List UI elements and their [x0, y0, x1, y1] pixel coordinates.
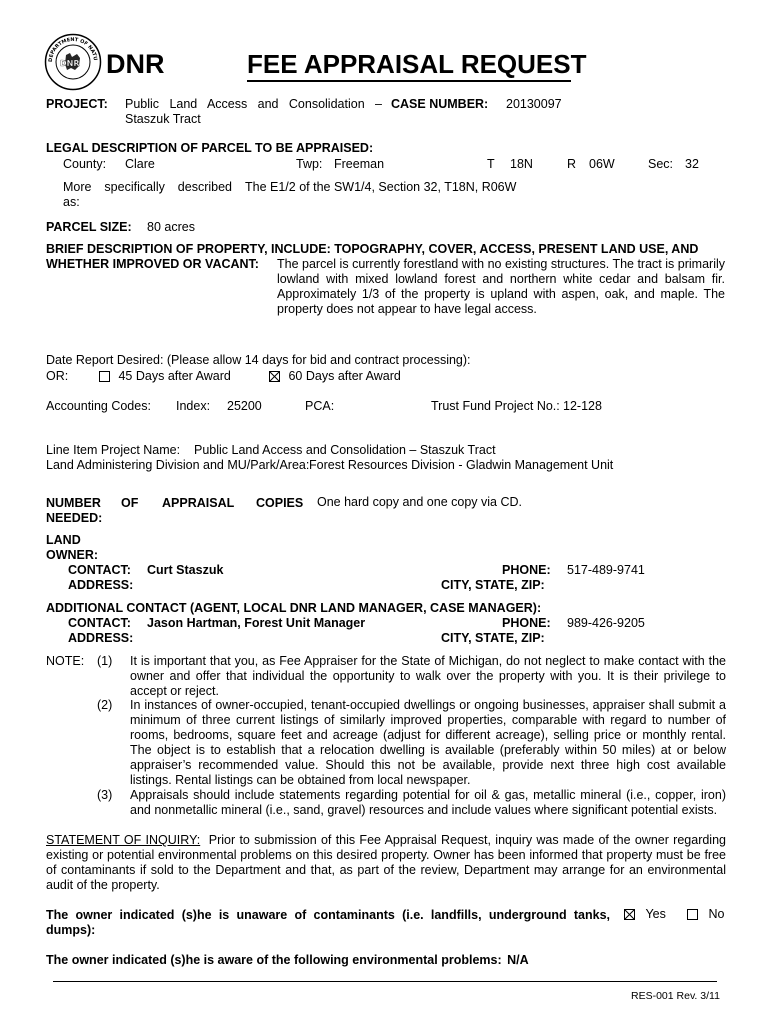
additional-phone-value: 989-426-9205: [567, 616, 645, 630]
additional-contact-heading: ADDITIONAL CONTACT (AGENT, LOCAL DNR LAND MANAGER, CASE MANAGER):: [46, 601, 542, 615]
checkbox-45-days[interactable]: [99, 371, 110, 382]
unaware-statement-2: dumps):: [46, 923, 96, 937]
inquiry-label: STATEMENT OF INQUIRY:: [46, 833, 201, 847]
twp-value: Freeman: [334, 157, 385, 171]
legal-heading: LEGAL DESCRIPTION OF PARCEL TO BE APPRAISED:: [46, 141, 374, 155]
note-number-2: (2): [97, 698, 113, 712]
owner-city-label: CITY, STATE, ZIP:: [441, 578, 545, 592]
pca-label: PCA:: [305, 399, 335, 413]
note-text-2: In instances of owner-occupied, tenant-occupied dwellings or ongoing businesses, appraiser shall submit a minimum of three current listings of similarly improved properties, comparable with regard to number of rooms, bedrooms, square feet and acreage (adjust for different acreage), selling price or monthly rental. The object is to establish that a relocation dwelling is available (preferably within 50 miles) at or below appraiser’s recommended value. Should this not be available, provide next three high cost available listings. Rental listings can be obtained from local newspaper.: [130, 698, 726, 787]
owner-contact-label: CONTACT:: [68, 563, 131, 577]
line-item-label: Line Item Project Name:: [46, 443, 181, 457]
land-owner-label-2: OWNER:: [46, 548, 99, 562]
checkbox-no[interactable]: [687, 909, 698, 920]
copies-label-number: NUMBER: [46, 496, 101, 510]
legal-description-value: The E1/2 of the SW1/4, Section 32, T18N, R06W: [245, 180, 517, 194]
option-60-days[interactable]: [269, 369, 401, 383]
parcel-size-value: 80 acres: [147, 220, 195, 234]
parcel-size-label: PARCEL SIZE:: [46, 220, 132, 234]
option-60-days-label: 60 Days after Award: [288, 369, 401, 383]
more-specifically-label: More specifically described: [63, 180, 232, 194]
more-specifically-label-2: as:: [63, 195, 80, 209]
svg-text:DEPARTMENT OF NATURAL RESOURCE: DEPARTMENT OF NATU: [47, 36, 99, 63]
accounting-codes-label: Accounting Codes:: [46, 399, 151, 413]
brief-description-heading: BRIEF DESCRIPTION OF PROPERTY, INCLUDE: TOPOGRAPHY, COVER, ACCESS, PRESENT LAND USE, AND: [46, 242, 699, 256]
range-label: R: [567, 157, 577, 171]
trust-fund-label: Trust Fund Project No.:: [431, 399, 560, 413]
aware-value: N/A: [507, 953, 529, 967]
svg-text:DNR: DNR: [60, 59, 80, 68]
case-number-label: CASE NUMBER:: [391, 97, 489, 111]
owner-phone-label: PHONE:: [502, 563, 551, 577]
copies-label-copies: COPIES: [256, 496, 304, 510]
copies-label-needed: NEEDED:: [46, 511, 103, 525]
note-number-3: (3): [97, 788, 113, 802]
owner-contact-value: Curt Staszuk: [147, 563, 224, 577]
title-underline: [247, 80, 571, 82]
note-number-1: (1): [97, 654, 113, 668]
section-value: 32: [685, 157, 699, 171]
owner-phone-value: 517-489-9741: [567, 563, 645, 577]
line-item-value: Public Land Access and Consolidation – Staszuk Tract: [194, 443, 496, 457]
yes-label: Yes: [645, 907, 666, 921]
note-text-3: Appraisals should include statements regarding potential for oil & gas, metallic mineral (i.e., copper, iron) and nonmetallic mineral (i.e., sand, gravel) resources and include values where significant potential exists.: [130, 788, 726, 817]
page-title: FEE APPRAISAL REQUEST: [247, 49, 587, 79]
copies-label-appraisal: APPRAISAL: [162, 496, 235, 510]
unaware-yes-option[interactable]: [624, 907, 666, 921]
date-report-desired: Date Report Desired: (Please allow 14 days for bid and contract processing):: [46, 353, 471, 367]
case-number-value: 20130097: [506, 97, 562, 111]
footer-divider: [53, 981, 717, 982]
dnr-seal: [44, 33, 102, 91]
note-label: NOTE:: [46, 654, 85, 668]
aware-statement: [46, 953, 529, 967]
township-value: 18N: [510, 157, 533, 171]
section-label: Sec:: [648, 157, 674, 171]
land-owner-label: LAND: [46, 533, 81, 547]
checkbox-yes[interactable]: [624, 909, 635, 920]
project-name-line1: Public Land Access and Consolidation –: [125, 97, 382, 111]
checkbox-60-days[interactable]: [269, 371, 280, 382]
aware-text: The owner indicated (s)he is aware of the following environmental problems:: [46, 953, 502, 967]
agency-name: DNR: [106, 49, 165, 79]
project-name-line2: Staszuk Tract: [125, 112, 201, 126]
owner-address-label: ADDRESS:: [68, 578, 134, 592]
twp-label: Twp:: [296, 157, 323, 171]
inquiry-text: Prior to submission of this Fee Appraisal Request, inquiry was made of the owner regarding existing or potential environmental problems on this desired property. Owner has been informed that property must be free of contaminants if sold to the Department and that, as part of the review, Department may arrange for an environmental audit of the property.: [46, 833, 726, 892]
statement-of-inquiry: [46, 833, 726, 893]
unaware-no-option[interactable]: [687, 907, 724, 921]
additional-address-label: ADDRESS:: [68, 631, 134, 645]
form-id: RES-001 Rev. 3/11: [631, 990, 720, 1002]
no-label: No: [708, 907, 725, 921]
additional-city-label: CITY, STATE, ZIP:: [441, 631, 545, 645]
county-value: Clare: [125, 157, 155, 171]
note-text-1: It is important that you, as Fee Appraiser for the State of Michigan, do not neglect to make contact with the owner and offer that individual the opportunity to walk over the property with you. It is their privilege to accept or reject.: [130, 654, 726, 698]
copies-value: One hard copy and one copy via CD.: [317, 495, 522, 509]
county-label: County:: [63, 157, 107, 171]
project-label: PROJECT:: [46, 97, 108, 111]
date-or-label: OR:: [46, 369, 69, 383]
brief-description-heading-2: WHETHER IMPROVED OR VACANT:: [46, 257, 259, 271]
property-description: The parcel is currently forestland with no existing structures. The tract is primarily lowland with mixed lowland forest and northern white cedar and balsam fir. Approximately 1/3 of the property is upland with aspen, oak, and maple. The property does not appear to have legal access.: [277, 257, 725, 316]
unaware-statement: The owner indicated (s)he is unaware of contaminants (i.e. landfills, underground tanks,: [46, 908, 610, 922]
index-value: 25200: [227, 399, 262, 413]
range-value: 06W: [589, 157, 615, 171]
option-45-days[interactable]: [99, 369, 231, 383]
index-label: Index:: [176, 399, 211, 413]
additional-phone-label: PHONE:: [502, 616, 551, 630]
additional-contact-value: Jason Hartman, Forest Unit Manager: [147, 616, 366, 630]
division-value: Forest Resources Division - Gladwin Management Unit: [309, 458, 614, 472]
copies-label-of: OF: [121, 496, 139, 510]
township-label: T: [487, 157, 495, 171]
trust-fund-value: 12-128: [563, 399, 602, 413]
additional-contact-label: CONTACT:: [68, 616, 131, 630]
option-45-days-label: 45 Days after Award: [118, 369, 231, 383]
division-label: Land Administering Division and MU/Park/Area:: [46, 458, 310, 472]
